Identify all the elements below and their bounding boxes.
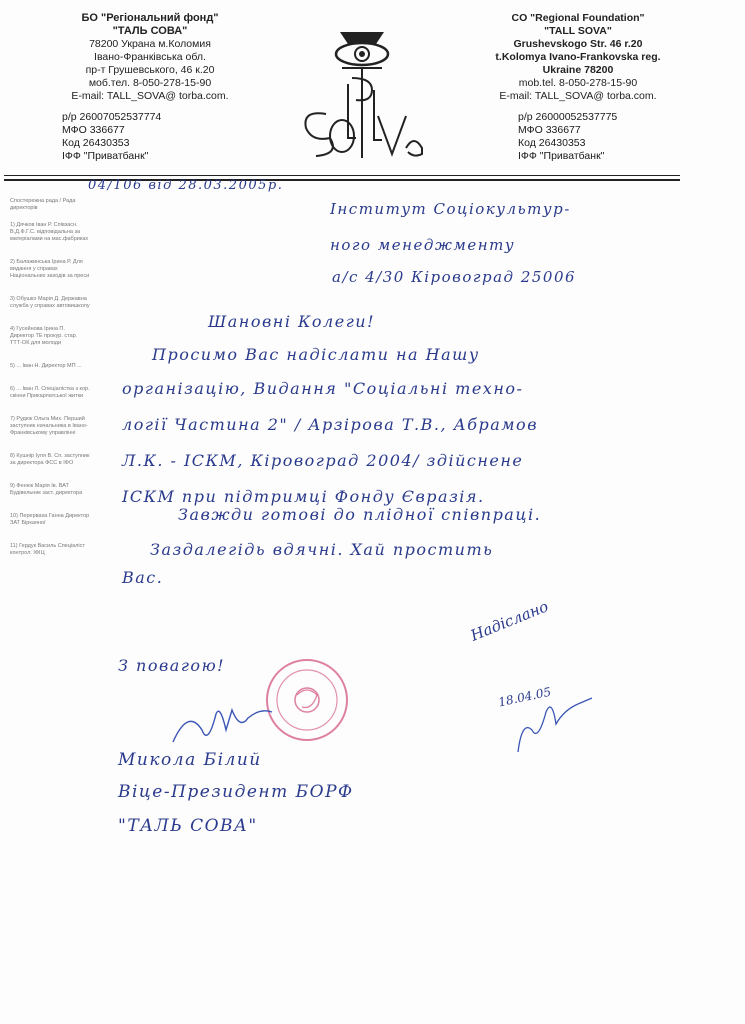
board-member: 3) Обушко Марія Д. Державна служба у справах автовишколу [10, 296, 90, 309]
board-sidebar [10, 198, 90, 573]
bank-code: Код 26430353 [62, 137, 130, 149]
bank-details-left [62, 111, 161, 163]
board-member: 4) Гусейнова Ірина П. Директор ТЕ прокур. стар. ТТТ-ОК для молоди [10, 326, 78, 346]
board-heading: Спостережна рада / Рада директорів [10, 198, 76, 211]
board-member: 10) Перерваха Ганна Директор ЗАТ Біркаяної [10, 513, 90, 526]
address-line: t.Kolomya Ivano-Frankovska reg. [495, 51, 661, 63]
address-line: пр-т Грушевського, 46 к.20 [85, 64, 215, 76]
org-short-en: "TALL SOVA" [544, 25, 612, 37]
bank-details-right [518, 111, 617, 163]
header-rule [4, 175, 680, 176]
note-signature-scribble [508, 690, 598, 760]
letterhead-ukrainian [30, 12, 270, 103]
letterhead-english [478, 12, 678, 103]
org-name-ua: БО "Регіональний фонд" [81, 12, 219, 24]
phone-line: моб.тел. 8-050-278-15-90 [88, 77, 212, 89]
signer-title: Віце-Президент БОРФ [118, 782, 354, 802]
address-line: 78200 Украна м.Коломия [89, 38, 211, 50]
bank-mfo: МФО 336677 [62, 124, 125, 136]
bank-code: Код 26430353 [518, 137, 586, 149]
body-line: Заздалегідь вдячні. Хай простить [150, 540, 494, 559]
signer-organization: "ТАЛЬ СОВА" [118, 816, 258, 836]
body-line: Просимо Вас надіслати на Нашу [152, 345, 480, 364]
body-line: Завжди готові до плідної співпраці. [178, 505, 542, 524]
closing-greeting: З повагою! [118, 656, 226, 675]
email-line: E-mail: TALL_SOVA@ torba.com. [71, 90, 229, 102]
body-line: Л.К. - ІСКМ, Кіровоград 2004/ здійснене [122, 451, 524, 470]
address-line: Grushevskogo Str. 46 r.20 [513, 38, 643, 50]
bank-mfo: МФО 336677 [518, 124, 581, 136]
body-line: ІСКМ при підтримці Фонду Євразія. [122, 487, 485, 506]
board-member: 5) ... Іван Н. Директор МП ... [10, 363, 82, 369]
board-member: 1) Дячков Іван Р. Співзасн. В.Д.Ф.Г.С. відповідальна за матеріалами на мас.фабриках [10, 222, 89, 242]
addressee-line: ного менеджменту [330, 236, 516, 254]
sent-note-date: 18.04.05 [497, 684, 553, 710]
body-line: логії Частина 2" / Арзірова Т.В., Абрамов [122, 415, 538, 434]
salutation: Шановні Колеги! [208, 312, 376, 331]
tall-sova-logo [282, 18, 442, 168]
org-short-ua: "ТАЛЬ СОВА" [112, 25, 188, 37]
letter-reference: 04/106 від 28.03.2005р. [88, 178, 284, 193]
board-member: 11) Гердук Василь Спеціаліст контрол. ІФІЦ [10, 543, 85, 556]
signer-name: Микола Білий [118, 750, 262, 770]
email-line: E-mail: TALL_SOVA@ torba.com. [499, 90, 657, 102]
body-line: організацію, Видання "Соціальні техно- [122, 379, 524, 398]
bank-branch: ІФФ "Приватбанк" [62, 150, 149, 162]
board-member: 6) ... Іван Л. Спеціалістка з кор. скінни Прикарпатської житки [10, 386, 90, 399]
address-line: Івано-Франківська обл. [94, 51, 206, 63]
bank-account: р/р 26000052537775 [518, 111, 618, 123]
board-member: 7) Рудюк Ольга Мих. Перший заступник начальника в Івано-Франківському управлінні [10, 416, 88, 436]
phone-line: mob.tel. 8-050-278-15-90 [518, 77, 638, 89]
bank-branch: ІФФ "Приватбанк" [518, 150, 605, 162]
body-line: Вас. [122, 568, 164, 587]
board-member: 9) Фенюк Марія Ів. ВАТ Будівельник заст. директора [10, 483, 83, 496]
addressee-line: а/с 4/30 Кіровоград 25006 [332, 268, 577, 286]
addressee-line: Інститут Соціокультур- [330, 200, 571, 218]
board-member: 2) Балажинська Ірина Р. Для видання у справах Національних заходів за преси [10, 259, 90, 279]
org-name-en: CO "Regional Foundation" [511, 12, 645, 24]
board-member: 8) Кушнір Іуля В. Сп. заступник за директора ФСС в ІФО [10, 453, 90, 466]
address-line: Ukraine 78200 [542, 64, 614, 76]
signature-scribble [168, 700, 278, 750]
bank-account: р/р 26007052537774 [62, 111, 162, 123]
sent-note: Надіслано [468, 597, 551, 645]
